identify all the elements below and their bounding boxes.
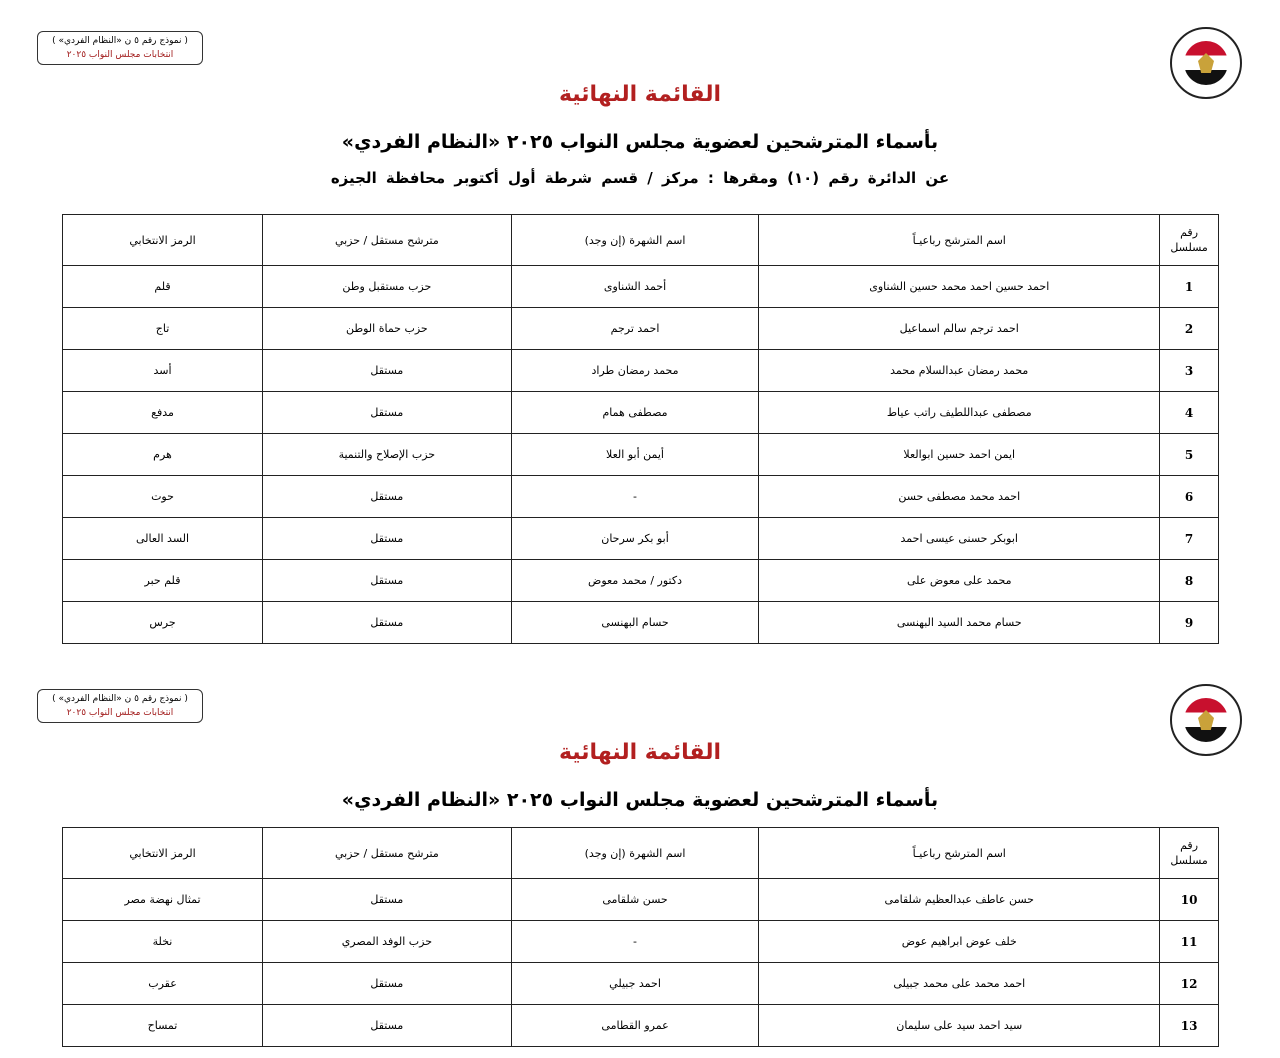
- cell-symbol: تاج: [63, 308, 263, 350]
- cell-serial: 11: [1160, 921, 1219, 963]
- cell-affiliation: مستقل: [263, 350, 512, 392]
- cell-symbol: أسد: [63, 350, 263, 392]
- cell-nickname: دكتور / محمد معوض: [511, 560, 759, 602]
- page-subtitle: بأسماء المترشحين لعضوية مجلس النواب ٢٠٢٥ «النظام الفردي»: [341, 789, 939, 811]
- table-row: [63, 266, 1219, 308]
- cell-nickname: أبو بكر سرحان: [511, 518, 759, 560]
- cell-nickname: احمد جبيلي: [511, 963, 759, 1005]
- candidates-table: [62, 214, 1219, 644]
- cell-full-name: ايمن احمد حسين ابوالعلا: [759, 434, 1160, 476]
- table-row: [63, 308, 1219, 350]
- header-row: [63, 828, 1219, 879]
- table-row: [63, 921, 1219, 963]
- page-title: القائمة النهائية: [558, 82, 722, 107]
- cell-nickname: حسام البهنسى: [511, 602, 759, 644]
- cell-symbol: السد العالى: [63, 518, 263, 560]
- cell-serial: 9: [1160, 602, 1219, 644]
- header-nickname: اسم الشهرة (إن وجد): [511, 828, 759, 879]
- form-label: [37, 689, 203, 723]
- header-serial: رقم مسلسل: [1160, 828, 1219, 879]
- cell-symbol: قلم حبر: [63, 560, 263, 602]
- cell-symbol: تمساح: [63, 1005, 263, 1047]
- header-row: [63, 215, 1219, 266]
- table-row: [63, 1005, 1219, 1047]
- header-full-name: اسم المترشح رباعيـاً: [759, 828, 1160, 879]
- cell-full-name: محمد رمضان عبدالسلام محمد: [759, 350, 1160, 392]
- form-label-line2: انتخابات مجلس النواب ٢٠٢٥: [66, 708, 174, 718]
- cell-affiliation: مستقل: [263, 392, 512, 434]
- cell-symbol: جرس: [63, 602, 263, 644]
- cell-serial: 4: [1160, 392, 1219, 434]
- cell-full-name: مصطفى عبداللطيف راتب عياط: [759, 392, 1160, 434]
- cell-full-name: خلف عوض ابراهيم عوض: [759, 921, 1160, 963]
- header-affiliation: مترشح مستقل / حزبي: [263, 828, 512, 879]
- table-row: [63, 392, 1219, 434]
- cell-nickname: أيمن أبو العلا: [511, 434, 759, 476]
- cell-symbol: عقرب: [63, 963, 263, 1005]
- eagle-icon: [1198, 710, 1214, 730]
- cell-nickname: عمرو القطامى: [511, 1005, 759, 1047]
- cell-full-name: احمد ترجم سالم اسماعيل: [759, 308, 1160, 350]
- cell-full-name: حسام محمد السيد البهنسى: [759, 602, 1160, 644]
- cell-serial: 13: [1160, 1005, 1219, 1047]
- cell-affiliation: حزب الإصلاح والتنمية: [263, 434, 512, 476]
- cell-serial: 3: [1160, 350, 1219, 392]
- table-row: [63, 602, 1219, 644]
- cell-serial: 1: [1160, 266, 1219, 308]
- page-subtitle: بأسماء المترشحين لعضوية مجلس النواب ٢٠٢٥ «النظام الفردي»: [341, 131, 939, 153]
- cell-affiliation: مستقل: [263, 476, 512, 518]
- header-symbol: الرمز الانتخابي: [63, 828, 263, 879]
- cell-serial: 7: [1160, 518, 1219, 560]
- cell-affiliation: مستقل: [263, 602, 512, 644]
- table-row: [63, 434, 1219, 476]
- cell-nickname: أحمد الشناوى: [511, 266, 759, 308]
- cell-nickname: محمد رمضان طراد: [511, 350, 759, 392]
- cell-symbol: حوت: [63, 476, 263, 518]
- cell-symbol: مدفع: [63, 392, 263, 434]
- district-info: عن الدائرة رقم (١٠) ومقرها : مركز / قسم شرطة أول أكتوبر محافظة الجيزه: [330, 169, 950, 187]
- cell-full-name: احمد محمد مصطفى حسن: [759, 476, 1160, 518]
- cell-nickname: احمد ترجم: [511, 308, 759, 350]
- cell-affiliation: مستقل: [263, 879, 512, 921]
- cell-serial: 5: [1160, 434, 1219, 476]
- cell-symbol: نخلة: [63, 921, 263, 963]
- form-label-line1: ( نموذج رقم ٥ ن «النظام الفردي» ): [52, 694, 188, 704]
- header-affiliation: مترشح مستقل / حزبي: [263, 215, 512, 266]
- cell-affiliation: حزب الوفد المصري: [263, 921, 512, 963]
- cell-full-name: سيد احمد سيد على سليمان: [759, 1005, 1160, 1047]
- candidates-table: [62, 827, 1219, 1047]
- cell-symbol: هرم: [63, 434, 263, 476]
- cell-symbol: تمثال نهضة مصر: [63, 879, 263, 921]
- cell-full-name: احمد محمد على محمد جبيلى: [759, 963, 1160, 1005]
- cell-serial: 8: [1160, 560, 1219, 602]
- header-symbol: الرمز الانتخابي: [63, 215, 263, 266]
- cell-nickname: مصطفى همام: [511, 392, 759, 434]
- cell-full-name: محمد على معوض على: [759, 560, 1160, 602]
- cell-affiliation: مستقل: [263, 518, 512, 560]
- form-label-line1: ( نموذج رقم ٥ ن «النظام الفردي» ): [52, 36, 188, 46]
- cell-symbol: قلم: [63, 266, 263, 308]
- cell-nickname: -: [511, 921, 759, 963]
- cell-affiliation: حزب مستقبل وطن: [263, 266, 512, 308]
- table-row: [63, 518, 1219, 560]
- cell-full-name: ابوبكر حسنى عيسى احمد: [759, 518, 1160, 560]
- header-serial: رقم مسلسل: [1160, 215, 1219, 266]
- cell-nickname: حسن شلقامى: [511, 879, 759, 921]
- cell-affiliation: مستقل: [263, 560, 512, 602]
- table-row: [63, 476, 1219, 518]
- form-label-line2: انتخابات مجلس النواب ٢٠٢٥: [66, 50, 174, 60]
- cell-serial: 12: [1160, 963, 1219, 1005]
- cell-affiliation: حزب حماة الوطن: [263, 308, 512, 350]
- cell-affiliation: مستقل: [263, 963, 512, 1005]
- cell-affiliation: مستقل: [263, 1005, 512, 1047]
- cell-serial: 10: [1160, 879, 1219, 921]
- cell-full-name: احمد حسين احمد محمد حسين الشناوى: [759, 266, 1160, 308]
- header-full-name: اسم المترشح رباعيـاً: [759, 215, 1160, 266]
- table-row: [63, 350, 1219, 392]
- page-title: القائمة النهائية: [558, 740, 722, 765]
- table-row: [63, 879, 1219, 921]
- header-nickname: اسم الشهرة (إن وجد): [511, 215, 759, 266]
- form-label: [37, 31, 203, 65]
- cell-serial: 2: [1160, 308, 1219, 350]
- cell-serial: 6: [1160, 476, 1219, 518]
- cell-nickname: -: [511, 476, 759, 518]
- table-row: [63, 560, 1219, 602]
- table-row: [63, 963, 1219, 1005]
- cell-full-name: حسن عاطف عبدالعظيم شلقامى: [759, 879, 1160, 921]
- eagle-icon: [1198, 53, 1214, 73]
